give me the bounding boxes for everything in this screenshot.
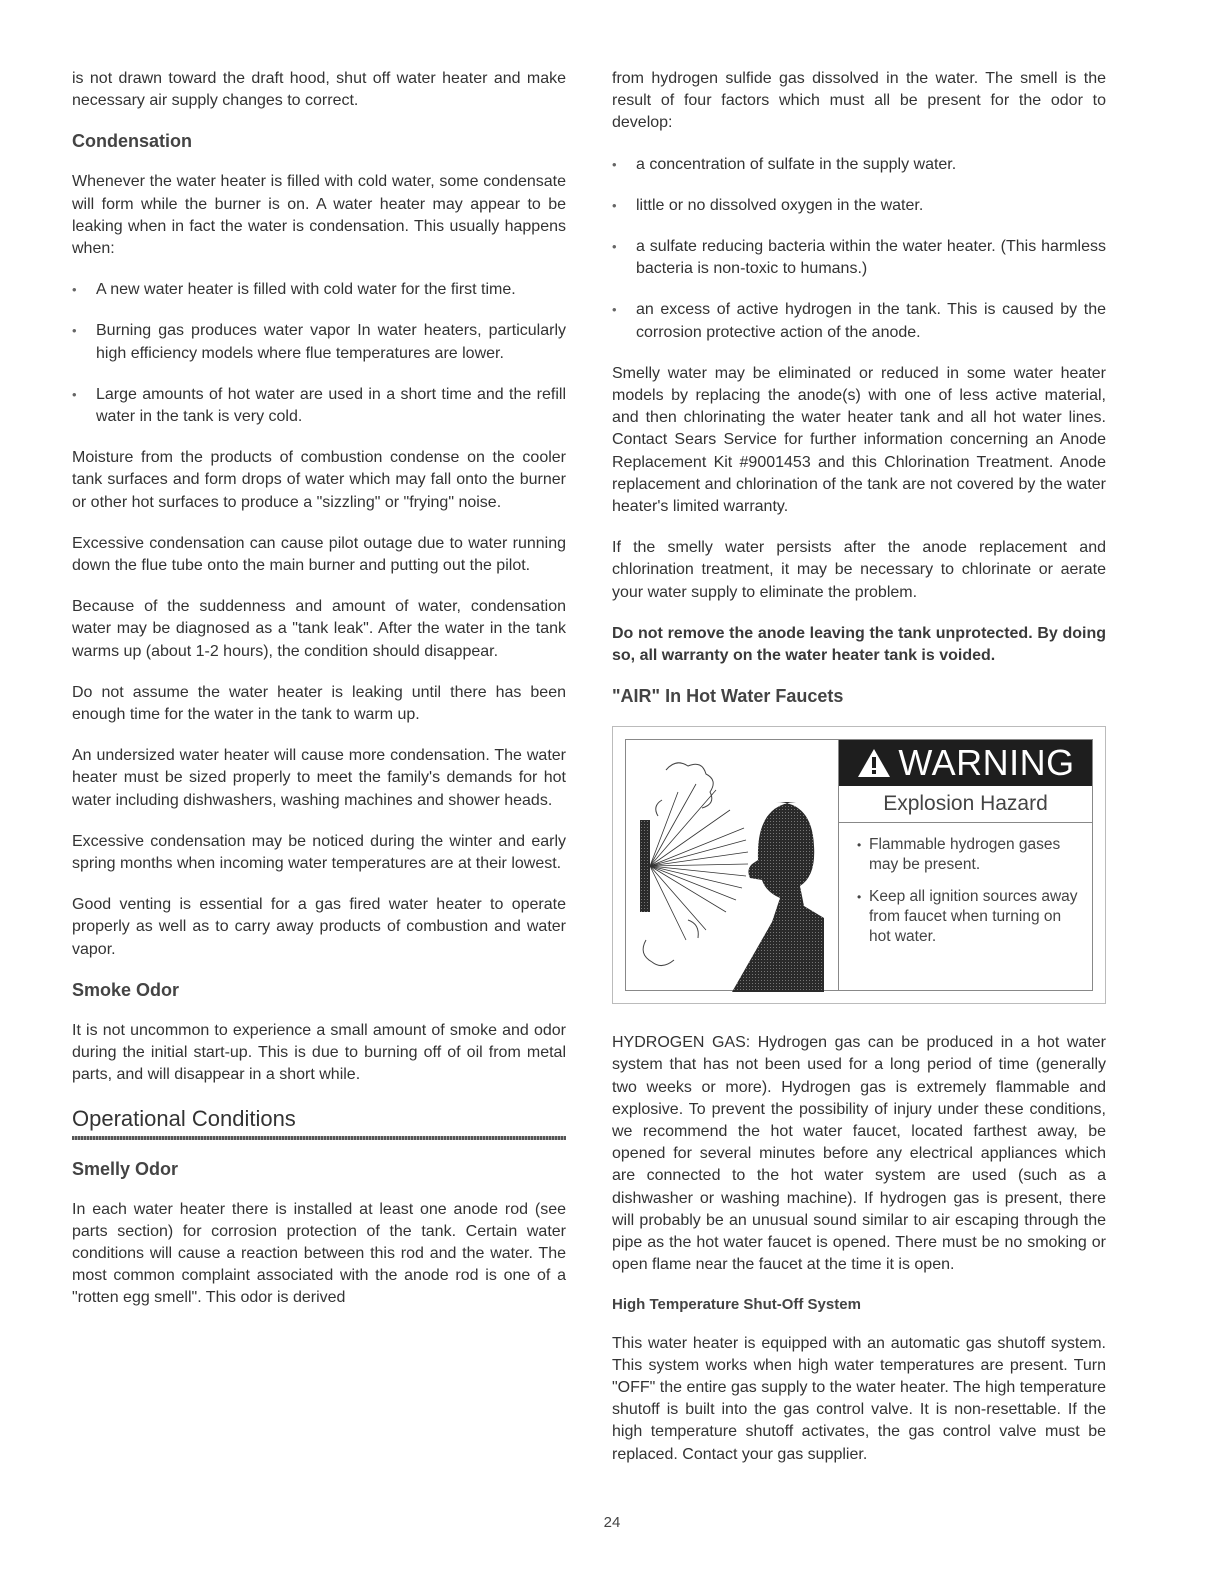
smoke-odor-paragraph: It is not uncommon to experience a small amount of smoke and odor during the initial start-up. This is due to burning off of oil from metal parts, and will disappear in a short while. (72, 1021, 566, 1084)
condensation-intro: Whenever the water heater is filled with cold water, some condensate will form while the burner is on. A water heater may appear to be leaking when in fact the water is condensation. This usually happens when: (72, 173, 566, 258)
condensation-paragraph: Excessive condensation can cause pilot outage due to water running down the flue tube onto the main burner and putting out the pilot. (72, 534, 566, 575)
odor-factors-list (612, 154, 1106, 344)
condensation-paragraph: Moisture from the products of combustion condense on the cooler tank surfaces and form drops of water which may fall onto the burner or other hot surfaces to produce a "sizzling" or "frying" noise. (72, 449, 566, 511)
smoke-odor-heading: Smoke Odor (72, 979, 180, 1000)
list-item: • Keep all ignition sources away from faucet when turning on hot water. (857, 887, 1082, 947)
condensation-heading: Condensation (72, 131, 192, 152)
warning-banner-text: WARNING (898, 742, 1075, 784)
section-divider (72, 1136, 566, 1140)
warning-label (612, 726, 1106, 1004)
list-item: • an excess of active hydrogen in the tank. This is caused by the corrosion protective action of the anode. (612, 299, 1106, 343)
shutoff-paragraph: This water heater is equipped with an automatic gas shutoff system. This system works when high water temperatures are present. Turn "OFF" the entire gas supply to the water heater. The high temperature shutoff is built into the gas control valve. It is non-resettable. If the high temperature shutoff activates, the gas control valve must be replaced. Contact your gas supplier. (612, 1334, 1106, 1463)
operational-conditions-heading: Operational Conditions (72, 1105, 296, 1131)
list-item: • Large amounts of hot water are used in a short time and the refill water in the tank is very cold. (72, 384, 566, 428)
condensation-paragraph: Good venting is essential for a gas fired water heater to operate properly as well as to carry away products of combustion and water vapor. (72, 896, 566, 958)
warning-subtitle: Explosion Hazard (839, 786, 1092, 823)
left-column (72, 68, 566, 1329)
right-column (612, 68, 1106, 1485)
warning-text-panel (838, 740, 1092, 990)
page-number: 24 (603, 1514, 621, 1531)
shutoff-heading: High Temperature Shut-Off System (612, 1295, 861, 1313)
smelly-odor-paragraph: In each water heater there is installed at least one anode rod (see parts section) for corrosion protection of the tank. Certain water conditions will cause a reaction between this rod and the water. The most common complaint associated with the anode rod is one of a "rotten egg smell". This odor is derived (72, 1200, 566, 1307)
chlorination-paragraph: If the smelly water persists after the anode replacement and chlorination treatment, it may be necessary to chlorinate or aerate your water supply to eliminate the problem. (612, 539, 1106, 601)
list-item: • little or no dissolved oxygen in the water. (612, 195, 1106, 217)
list-item: • Burning gas produces water vapor In water heaters, particularly high efficiency models where flue temperatures are lower. (72, 320, 566, 364)
anode-replacement-paragraph: Smelly water may be eliminated or reduced in some water heater models by replacing the anode(s) with one of less active material, and then chlorinating the water heater tank and all hot water lines. Contact Sears Service for further information concerning an Anode Replacement Kit #9001453 and this Chlorination Treatment. Anode replacement and chlorination of the tank are not covered by the water heater's limited warranty. (612, 364, 1106, 516)
smelly-odor-heading: Smelly Odor (72, 1158, 179, 1179)
condensation-paragraph: Because of the suddenness and amount of water, condensation water may be diagnosed as a "tank leak". After the water in the tank warms up (about 1-2 hours), the condition should disappear. (72, 598, 566, 660)
list-item: • a sulfate reducing bacteria within the water heater. (This harmless bacteria is non-toxic to humans.) (612, 236, 1106, 280)
condensation-paragraph: Excessive condensation may be noticed during the winter and early spring months when incoming water temperatures are at their lowest. (72, 832, 566, 873)
wall-faucet-icon (640, 820, 650, 912)
person-silhouette-icon (732, 802, 824, 992)
explosion-burst-icon (650, 784, 748, 940)
air-faucets-heading: "AIR" In Hot Water Faucets (612, 686, 844, 707)
warning-label-frame (625, 739, 1093, 991)
condensation-paragraph: An undersized water heater will cause more condensation. The water heater must be sized properly to meet the family's demands for hot water including dishwashers, washing machines and shower heads. (72, 747, 566, 809)
continued-paragraph: from hydrogen sulfide gas dissolved in the water. The smell is the result of four factors which must all be present for the odor to develop: (612, 70, 1106, 132)
warranty-warning: Do not remove the anode leaving the tank unprotected. By doing so, all warranty on the water heater tank is voided. (612, 624, 1106, 665)
continued-paragraph: is not drawn toward the draft hood, shut off water heater and make necessary air supply changes to correct. (72, 70, 566, 110)
explosion-hazard-illustration (626, 740, 824, 992)
warning-items (839, 823, 1092, 947)
list-item: • A new water heater is filled with cold water for the first time. (72, 279, 566, 301)
warning-banner (839, 740, 1092, 786)
warning-triangle-icon (856, 747, 892, 779)
condensation-paragraph: Do not assume the water heater is leaking until there has been enough time for the water in the tank to warm up. (72, 683, 566, 724)
list-item: • a concentration of sulfate in the supply water. (612, 154, 1106, 176)
hydrogen-gas-paragraph: HYDROGEN GAS: Hydrogen gas can be produced in a hot water system that has not been used for a long period of time (generally two weeks or more). Hydrogen gas is extremely flammable and explosive. To prevent the possibility of injury under these conditions, we recommend the hot water faucet, located farthest away, be opened for several minutes before any electrical appliances which are connected to the hot water system are used (such as a dishwasher or washing machine). If hydrogen gas is present, there will probably be an unusual sound similar to air escaping through the pipe as the hot water faucet is opened. There must be no smoking or open flame near the faucet at the time it is open. (612, 1034, 1106, 1274)
condensation-causes-list (72, 279, 566, 428)
list-item: • Flammable hydrogen gases may be present. (857, 835, 1082, 875)
